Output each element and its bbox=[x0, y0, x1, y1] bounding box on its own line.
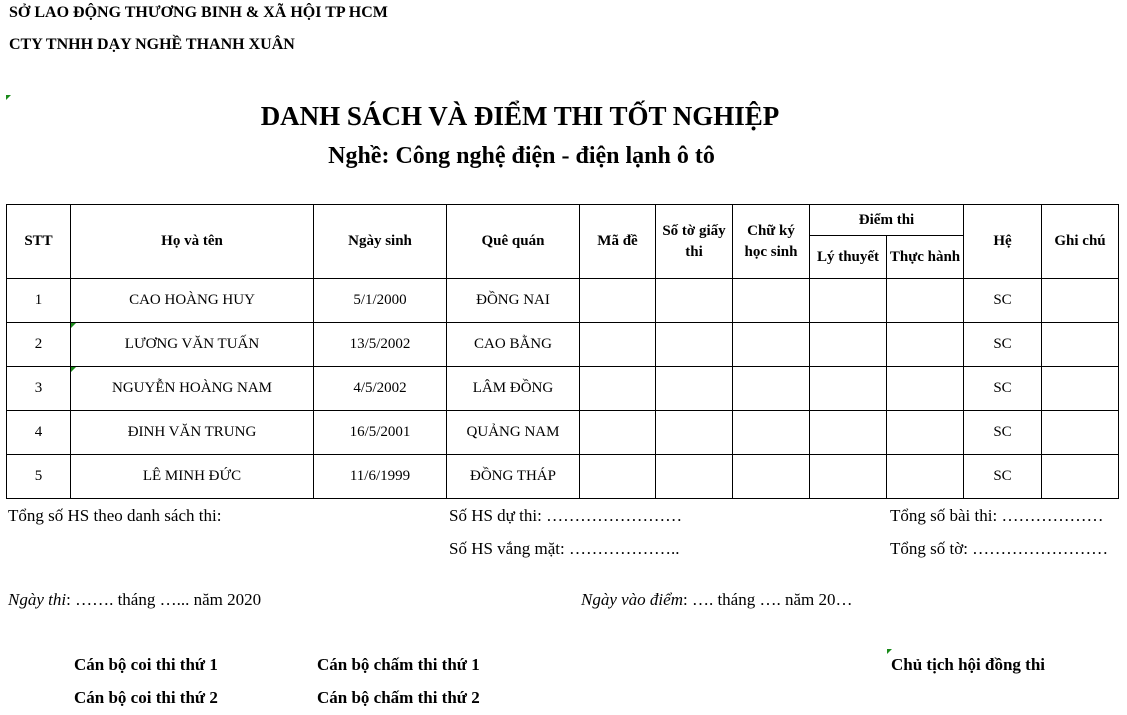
exam-date bbox=[8, 590, 261, 610]
company-name: CTY TNHH DẠY NGHỀ THANH XUÂN bbox=[9, 36, 295, 53]
cell-signature bbox=[733, 455, 810, 499]
cell-hometown: ĐỒNG THÁP bbox=[447, 455, 580, 499]
cell-theory bbox=[810, 455, 887, 499]
header-stt: STT bbox=[7, 205, 71, 279]
cell-hometown: ĐỒNG NAI bbox=[447, 279, 580, 323]
cell-signature bbox=[733, 323, 810, 367]
cell-practice bbox=[887, 323, 964, 367]
cell-program: SC bbox=[964, 411, 1042, 455]
grade-table bbox=[6, 204, 1119, 499]
header-exam-code: Mã đề bbox=[580, 205, 656, 279]
entry-date-label: Ngày vào điểm bbox=[581, 590, 683, 609]
cell-sheet-count bbox=[656, 367, 733, 411]
header-notes: Ghi chú bbox=[1042, 205, 1119, 279]
proctor-2-signature: Cán bộ coi thi thứ 2 bbox=[74, 688, 218, 707]
header-dob: Ngày sinh bbox=[314, 205, 447, 279]
cell-name: ĐINH VĂN TRUNG bbox=[71, 411, 314, 455]
cell-theory bbox=[810, 323, 887, 367]
department-name: SỞ LAO ĐỘNG THƯƠNG BINH & XÃ HỘI TP HCM bbox=[9, 4, 388, 21]
summary-total-sheets: Tổng số tờ: …………………… bbox=[890, 539, 1109, 558]
header-signature-line1: Chữ ký bbox=[747, 222, 795, 239]
cell-program: SC bbox=[964, 367, 1042, 411]
cell-name: LÊ MINH ĐỨC bbox=[71, 455, 314, 499]
header-score-group: Điểm thi bbox=[810, 205, 964, 236]
cell-program: SC bbox=[964, 279, 1042, 323]
header-signature bbox=[733, 205, 810, 279]
cell-dob: 4/5/2002 bbox=[314, 367, 447, 411]
cell-dob: 11/6/1999 bbox=[314, 455, 447, 499]
cell-stt: 2 bbox=[7, 323, 71, 367]
entry-date bbox=[581, 590, 853, 610]
cell-program: SC bbox=[964, 455, 1042, 499]
exam-date-value: : ……. tháng …... năm 2020 bbox=[66, 590, 262, 609]
cell-comment-marker bbox=[71, 367, 76, 372]
table-row bbox=[7, 323, 1119, 367]
page-subtitle: Nghề: Công nghệ điện - điện lạnh ô tô bbox=[328, 143, 715, 169]
cell-notes bbox=[1042, 455, 1119, 499]
cell-notes bbox=[1042, 323, 1119, 367]
cell-hometown: CAO BẰNG bbox=[447, 323, 580, 367]
cell-sheet-count bbox=[656, 411, 733, 455]
summary-absent: Số HS vắng mặt: ……………….. bbox=[449, 539, 680, 558]
cell-stt: 3 bbox=[7, 367, 71, 411]
cell-program: SC bbox=[964, 323, 1042, 367]
cell-notes bbox=[1042, 411, 1119, 455]
proctor-1-signature: Cán bộ coi thi thứ 1 bbox=[74, 655, 218, 674]
cell-exam-code bbox=[580, 279, 656, 323]
cell-signature bbox=[733, 367, 810, 411]
cell-name bbox=[71, 323, 314, 367]
header-sheet-count-line2: thi bbox=[685, 243, 703, 260]
cell-name: CAO HOÀNG HUY bbox=[71, 279, 314, 323]
header-signature-line2: học sinh bbox=[744, 243, 798, 260]
cell-sheet-count bbox=[656, 323, 733, 367]
table-row bbox=[7, 367, 1119, 411]
cell-hometown: QUẢNG NAM bbox=[447, 411, 580, 455]
cell-comment-marker bbox=[887, 649, 892, 654]
summary-present: Số HS dự thi: …………………… bbox=[449, 506, 683, 525]
header-theory: Lý thuyết bbox=[810, 236, 887, 279]
cell-dob: 5/1/2000 bbox=[314, 279, 447, 323]
cell-sheet-count bbox=[656, 455, 733, 499]
grader-2-signature: Cán bộ chấm thi thứ 2 bbox=[317, 688, 480, 707]
cell-practice bbox=[887, 279, 964, 323]
cell-practice bbox=[887, 455, 964, 499]
cell-dob: 16/5/2001 bbox=[314, 411, 447, 455]
cell-theory bbox=[810, 367, 887, 411]
cell-comment-marker bbox=[6, 95, 11, 100]
summary-total-papers: Tổng số bài thi: ……………… bbox=[890, 506, 1104, 525]
header-name: Họ và tên bbox=[71, 205, 314, 279]
table-row bbox=[7, 279, 1119, 323]
cell-exam-code bbox=[580, 411, 656, 455]
summary-total-listed: Tổng số HS theo danh sách thi: bbox=[8, 506, 222, 525]
header-program: Hệ bbox=[964, 205, 1042, 279]
cell-signature bbox=[733, 279, 810, 323]
cell-practice bbox=[887, 367, 964, 411]
cell-name-text: NGUYỄN HOÀNG NAM bbox=[112, 380, 272, 396]
cell-name bbox=[71, 367, 314, 411]
cell-theory bbox=[810, 279, 887, 323]
cell-theory bbox=[810, 411, 887, 455]
cell-stt: 5 bbox=[7, 455, 71, 499]
exam-date-label: Ngày thi bbox=[8, 590, 67, 609]
cell-stt: 4 bbox=[7, 411, 71, 455]
cell-notes bbox=[1042, 367, 1119, 411]
entry-date-value: : …. tháng …. năm 20… bbox=[682, 590, 853, 609]
cell-sheet-count bbox=[656, 279, 733, 323]
cell-exam-code bbox=[580, 367, 656, 411]
cell-exam-code bbox=[580, 455, 656, 499]
cell-hometown: LÂM ĐỒNG bbox=[447, 367, 580, 411]
cell-signature bbox=[733, 411, 810, 455]
table-row bbox=[7, 411, 1119, 455]
grader-1-signature: Cán bộ chấm thi thứ 1 bbox=[317, 655, 480, 674]
cell-name-text: LƯƠNG VĂN TUẤN bbox=[124, 336, 260, 352]
cell-comment-marker bbox=[71, 323, 76, 328]
cell-dob: 13/5/2002 bbox=[314, 323, 447, 367]
cell-exam-code bbox=[580, 323, 656, 367]
header-sheet-count-line1: Số tờ giấy bbox=[662, 222, 726, 239]
chairman-signature: Chủ tịch hội đồng thi bbox=[891, 655, 1045, 674]
page-title: DANH SÁCH VÀ ĐIỂM THI TỐT NGHIỆP bbox=[260, 101, 780, 131]
cell-notes bbox=[1042, 279, 1119, 323]
header-practice: Thực hành bbox=[887, 236, 964, 279]
table-row bbox=[7, 455, 1119, 499]
cell-practice bbox=[887, 411, 964, 455]
header-sheet-count bbox=[656, 205, 733, 279]
header-hometown: Quê quán bbox=[447, 205, 580, 279]
cell-stt: 1 bbox=[7, 279, 71, 323]
